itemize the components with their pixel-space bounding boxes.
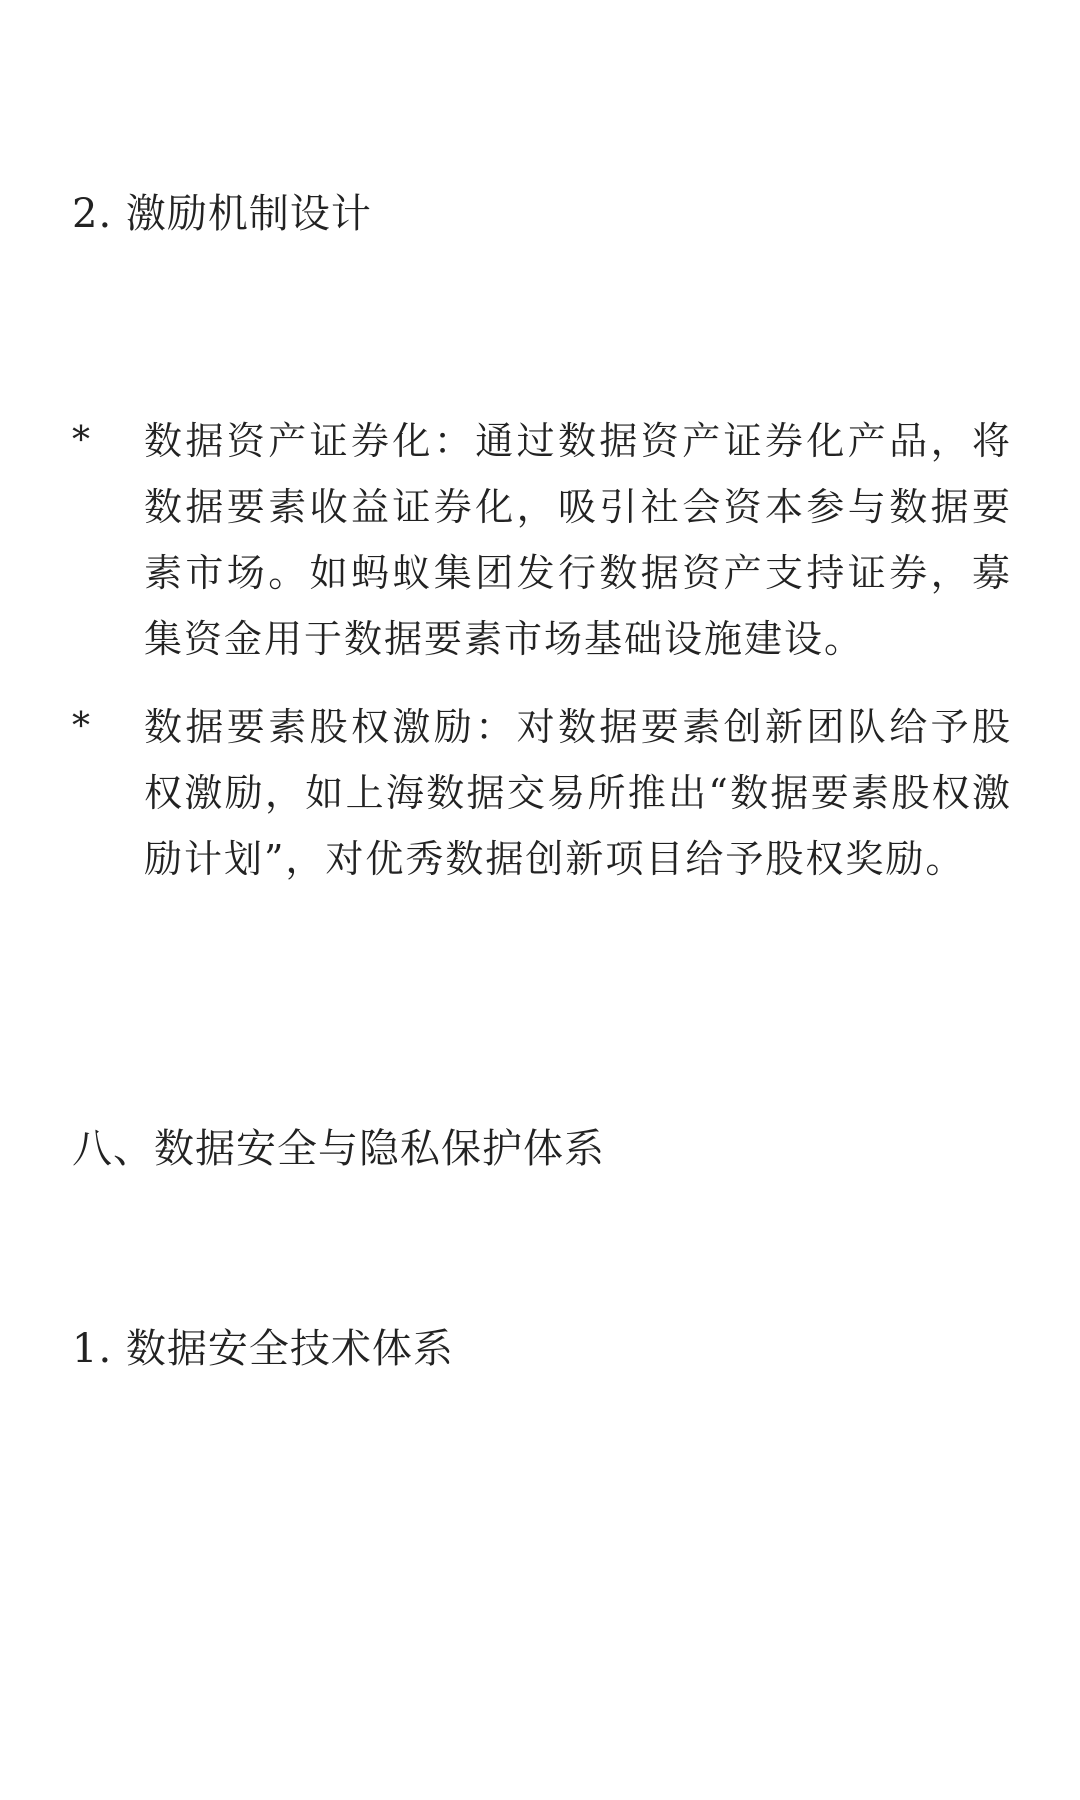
incentive-bullet-list: [72, 408, 1022, 914]
list-item-text: 数据资产证券化：通过数据资产证券化产品，将数据要素收益证券化，吸引社会资本参与数据要素市场。如蚂蚁集团发行数据资产支持证券，募集资金用于数据要素市场基础设施建设。: [144, 419, 1012, 661]
list-item: [72, 408, 1022, 672]
chapter-heading-data-security: 八、数据安全与隐私保护体系: [72, 1126, 605, 1172]
bullet-marker: *: [72, 420, 90, 461]
bullet-marker: *: [72, 706, 90, 747]
list-item: [72, 694, 1022, 892]
list-item-text: 数据要素股权激励：对数据要素创新团队给予股权激励，如上海数据交易所推出“数据要素股权激励计划”，对优秀数据创新项目给予股权奖励。: [144, 705, 1012, 881]
section-heading-incentive-design: 2. 激励机制设计: [72, 191, 372, 237]
section-heading-security-technology: 1. 数据安全技术体系: [72, 1326, 454, 1372]
